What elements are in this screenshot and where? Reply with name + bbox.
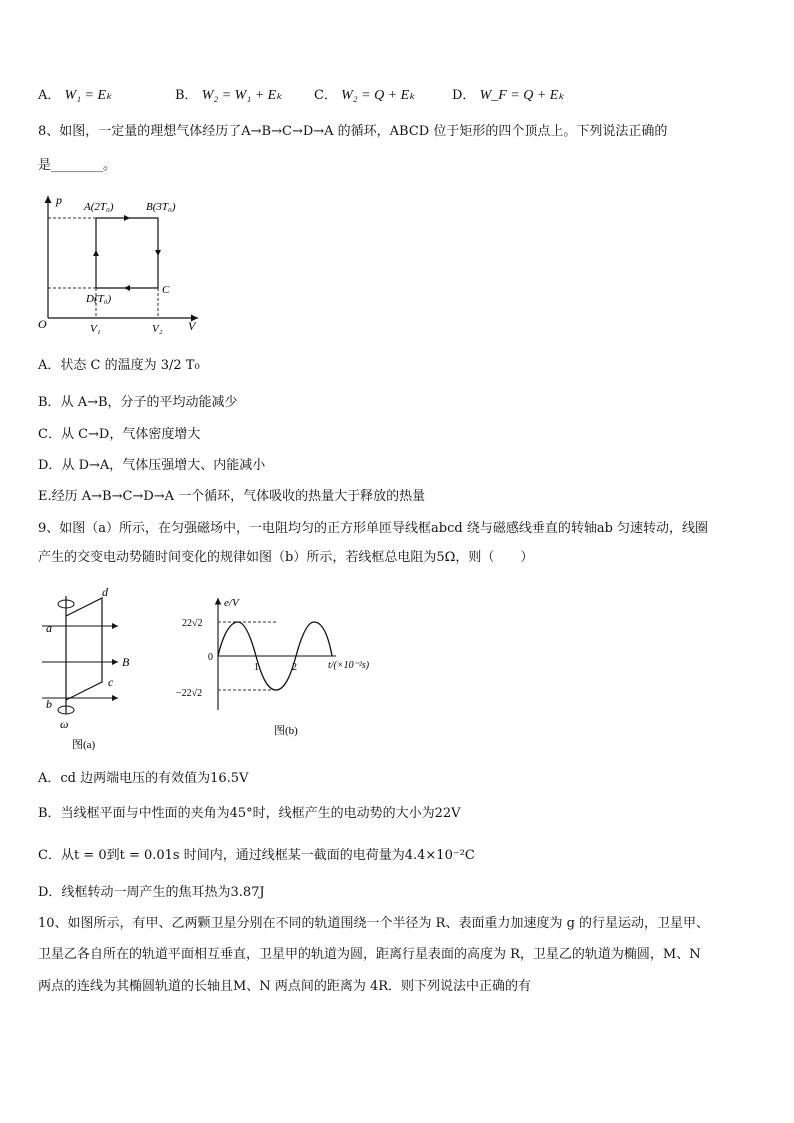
q7-option-a[interactable]: [38, 86, 112, 106]
origin-label: O: [38, 317, 47, 331]
label-c: c: [108, 675, 114, 689]
y-axis-label: e/V: [224, 597, 239, 609]
label-d: d: [102, 586, 108, 599]
v-axis-label: V: [188, 319, 196, 333]
q7-option-a-expr: W₁ = Eₖ: [64, 88, 113, 103]
q8-stem-line2: 是________。: [38, 158, 117, 173]
label-a: A(2T₀): [84, 201, 114, 213]
q8-option-c[interactable]: C．从 C→D，气体密度增大: [38, 427, 201, 442]
q7-option-d-expr: W_F = Q + Eₖ: [479, 88, 565, 103]
label-d: D(T₀): [86, 293, 112, 305]
q9-option-a[interactable]: A．cd 边两端电压的有效值为16.5V: [38, 771, 249, 786]
arrow-ab: [124, 215, 130, 221]
label-a: a: [46, 621, 52, 635]
q10-stem-line1: 10、如图所示，有甲、乙两颗卫星分别在不同的轨道围绕一个半径为 R、表面重力加速度为 g 的行星运动，卫星甲、: [38, 916, 710, 931]
q7-option-c-label: C．: [314, 88, 337, 103]
q8-option-e[interactable]: E.经历 A→B→C→D→A 一个循环，气体吸收的热量大于释放的热量: [38, 489, 426, 504]
zero-label: 0: [208, 652, 213, 663]
label-b: b: [46, 697, 52, 711]
q8-option-a[interactable]: A．状态 C 的温度为 3/2 T₀: [38, 358, 200, 373]
arrow-da: [93, 250, 99, 256]
t2-label: 2: [292, 662, 297, 673]
label-omega: ω: [60, 717, 69, 731]
q9-figure-a: [38, 586, 158, 756]
label-v1: V₁: [90, 323, 101, 335]
q7-option-c-expr: W₂ = Q + Eₖ: [341, 88, 416, 103]
q7-option-d[interactable]: [452, 86, 564, 106]
q7-option-a-label: A．: [38, 88, 61, 103]
q10-stem-line2: 卫星乙各自所在的轨道平面相互垂直，卫星甲的轨道为圆，距离行星表面的高度为 R，卫星乙的轨道为椭圆，M、N: [38, 947, 701, 962]
arrow-bc: [155, 250, 161, 256]
x-axis-label: t/(×10⁻²s): [328, 660, 370, 671]
q10-stem-line3: 两点的连线为其椭圆轨道的长轴且M、N 两点间的距离为 4R．则下列说法中正确的有: [38, 979, 532, 994]
fig-b-caption: 图(b): [274, 725, 298, 737]
fig-a-caption: 图(a): [72, 739, 96, 751]
y-min-label: −22√2: [176, 688, 203, 699]
q7-option-c[interactable]: [314, 86, 415, 106]
q9-stem-line1: 9、如图（a）所示，在匀强磁场中，一电阻均匀的正方形单匝导线框abcd 绕与磁感线垂直的转轴ab 匀速转动，线圈: [38, 521, 709, 536]
q9-option-b[interactable]: B．当线框平面与中性面的夹角为45°时，线框产生的电动势的大小为22V: [38, 806, 461, 821]
q9-stem-line2: 产生的交变电动势随时间变化的规律如图（b）所示，若线框总电阻为5Ω，则（ ）: [38, 550, 534, 565]
label-field-b: B: [122, 655, 130, 669]
q7-option-b-expr: W₂ = W₁ + Eₖ: [201, 88, 283, 103]
q8-stem-line1: 8、如图，一定量的理想气体经历了A→B→C→D→A 的循环，ABCD 位于矩形的四个顶点上。下列说法正确的: [38, 124, 668, 139]
y-max-label: 22√2: [182, 618, 203, 629]
q8-option-d[interactable]: D．从 D→A，气体压强增大、内能减小: [38, 458, 266, 473]
q8-pv-diagram: [38, 190, 218, 340]
q9-option-c[interactable]: C．从t = 0到t = 0.01s 时间内，通过线框某一截面的电荷量为4.4×10⁻²C: [38, 848, 475, 863]
label-c: C: [162, 284, 170, 296]
t1-label: 1: [254, 662, 259, 673]
arrow-cd: [124, 285, 130, 291]
q8-option-b[interactable]: B．从 A→B，分子的平均动能减少: [38, 395, 238, 410]
q7-option-d-label: D．: [452, 88, 476, 103]
q9-figure-b: [176, 594, 396, 744]
label-b: B(3T₀): [146, 201, 176, 213]
q7-option-b-label: B．: [175, 88, 198, 103]
p-axis-label: p: [56, 193, 62, 207]
wire-frame: [66, 598, 102, 700]
q9-option-d[interactable]: D．线框转动一周产生的焦耳热为3.87J: [38, 885, 265, 900]
q7-option-b[interactable]: [175, 86, 282, 106]
label-v2: V₂: [152, 323, 163, 335]
